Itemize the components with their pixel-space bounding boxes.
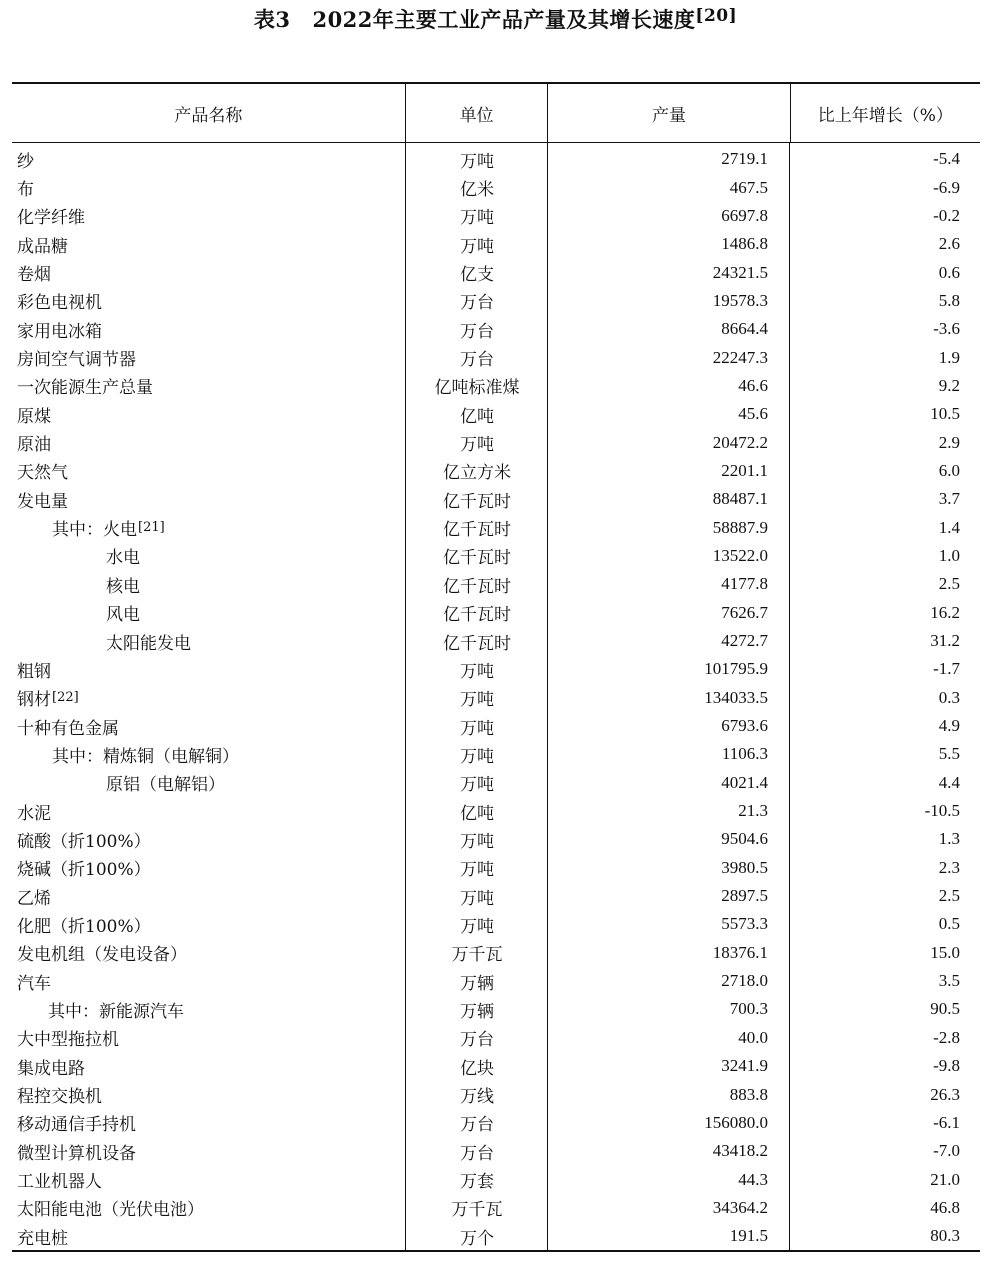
quantity-cell: 8664.4	[721, 319, 768, 339]
table-row	[12, 769, 980, 797]
product-name: 微型计算机设备	[17, 1143, 136, 1164]
growth-cell: 90.5	[930, 999, 960, 1019]
growth-cell: 2.3	[938, 857, 960, 877]
product-name: 十种有色金属	[17, 718, 119, 739]
table-row	[12, 655, 980, 683]
growth-cell: 15.0	[930, 942, 960, 962]
unit-cell: 万吨	[460, 435, 494, 456]
unit-cell: 万台	[460, 1143, 494, 1164]
table-header	[12, 84, 980, 143]
product-name: 粗钢	[17, 661, 51, 682]
unit-cell: 万台	[460, 1115, 494, 1136]
product-name: 天然气	[17, 463, 68, 484]
growth-cell: 2.5	[938, 886, 960, 906]
product-name: 乙烯	[17, 888, 51, 909]
quantity-cell: 46.6	[738, 375, 768, 395]
header-quantity: 产量	[548, 84, 790, 142]
unit-cell: 万个	[460, 1228, 494, 1249]
product-name-cell	[12, 1137, 406, 1165]
growth-cell: 46.8	[930, 1197, 960, 1217]
growth-cell: 4.4	[938, 772, 960, 792]
table-row	[12, 315, 980, 343]
product-name: 硫酸（折100%）	[17, 831, 151, 852]
table-row	[12, 287, 980, 315]
quantity-cell: 40.0	[738, 1027, 768, 1047]
product-name-cell	[12, 627, 406, 655]
table-row	[12, 343, 980, 371]
title-footnote-ref: [20]	[695, 6, 738, 26]
product-name-cell	[12, 1194, 406, 1222]
quantity-cell: 44.3	[738, 1169, 768, 1189]
unit-cell: 万辆	[460, 1001, 494, 1022]
product-name: 核电	[106, 576, 140, 597]
unit-cell: 万吨	[460, 916, 494, 937]
unit-cell: 万套	[460, 1172, 494, 1193]
growth-cell: -0.2	[933, 205, 960, 225]
product-name-cell	[12, 542, 406, 570]
header-product-name: 产品名称	[12, 84, 406, 142]
product-name-cell	[12, 1165, 406, 1193]
quantity-cell: 883.8	[729, 1084, 768, 1104]
growth-cell: -10.5	[924, 801, 960, 821]
quantity-cell: 1486.8	[721, 234, 768, 254]
quantity-cell: 18376.1	[712, 942, 768, 962]
product-name: 太阳能电池（光伏电池）	[17, 1200, 204, 1221]
unit-cell: 万吨	[460, 151, 494, 172]
product-name-cell	[12, 230, 406, 258]
product-name-cell	[12, 1052, 406, 1080]
quantity-cell: 2201.1	[721, 460, 768, 480]
quantity-cell: 3241.9	[721, 1056, 768, 1076]
unit-cell: 亿千瓦时	[443, 520, 511, 541]
product-name-cell	[12, 769, 406, 797]
product-name-cell	[12, 457, 406, 485]
table-row	[12, 967, 980, 995]
growth-cell: 4.9	[938, 716, 960, 736]
product-name-cell	[12, 854, 406, 882]
growth-cell: -1.7	[933, 659, 960, 679]
table-row	[12, 627, 980, 655]
growth-cell: -2.8	[933, 1027, 960, 1047]
growth-cell: -7.0	[933, 1141, 960, 1161]
table-row	[12, 1024, 980, 1052]
unit-cell: 万吨	[460, 236, 494, 257]
unit-cell: 万吨	[460, 860, 494, 881]
growth-cell: 1.4	[938, 517, 960, 537]
product-name-cell	[12, 684, 406, 712]
unit-cell: 万辆	[460, 973, 494, 994]
table-row	[12, 910, 980, 938]
unit-cell: 亿米	[460, 180, 494, 201]
product-name: 钢材	[17, 690, 51, 711]
product-name: 充电桩	[17, 1228, 68, 1249]
product-name: 其中：新能源汽车	[48, 1001, 184, 1022]
product-name-cell	[12, 202, 406, 230]
quantity-cell: 43418.2	[712, 1141, 768, 1161]
product-name: 化学纤维	[17, 208, 85, 229]
growth-cell: 21.0	[930, 1169, 960, 1189]
product-name: 发电机组（发电设备）	[17, 945, 187, 966]
table-title	[0, 4, 991, 34]
table-row	[12, 1165, 980, 1193]
table-row	[12, 372, 980, 400]
growth-cell: 5.5	[938, 744, 960, 764]
quantity-cell: 191.5	[729, 1226, 768, 1246]
table-row	[12, 570, 980, 598]
quantity-cell: 1106.3	[721, 744, 768, 764]
table-number: 表3	[253, 7, 291, 32]
product-name-cell	[12, 315, 406, 343]
growth-cell: 1.9	[938, 347, 960, 367]
growth-cell: 0.6	[938, 262, 960, 282]
product-name: 水电	[106, 548, 140, 569]
table-title-text: 2022年主要工业产品产量及其增长速度	[312, 7, 696, 32]
unit-cell: 亿立方米	[443, 463, 511, 484]
product-name-cell	[12, 967, 406, 995]
table-row	[12, 1109, 980, 1137]
header-unit: 单位	[406, 84, 549, 142]
growth-cell: 16.2	[930, 602, 960, 622]
product-name: 原煤	[17, 406, 51, 427]
growth-cell: 26.3	[930, 1084, 960, 1104]
unit-cell: 亿千瓦时	[443, 491, 511, 512]
product-name-cell	[12, 570, 406, 598]
quantity-cell: 700.3	[729, 999, 768, 1019]
quantity-cell: 101795.9	[704, 659, 768, 679]
table-body	[12, 143, 980, 1250]
quantity-cell: 9504.6	[721, 829, 768, 849]
table-row	[12, 230, 980, 258]
quantity-cell: 4177.8	[721, 574, 768, 594]
unit-cell: 万吨	[460, 888, 494, 909]
unit-cell: 万台	[460, 321, 494, 342]
production-table	[12, 82, 980, 1252]
product-name: 烧碱（折100%）	[17, 860, 151, 881]
table-row	[12, 457, 980, 485]
product-name-cell	[12, 740, 406, 768]
product-name: 卷烟	[17, 265, 51, 286]
footnote-ref: [22]	[52, 690, 79, 706]
growth-cell: 9.2	[938, 375, 960, 395]
unit-cell: 万吨	[460, 690, 494, 711]
quantity-cell: 19578.3	[712, 290, 768, 310]
product-name: 原铝（电解铝）	[106, 775, 225, 796]
product-name-cell	[12, 372, 406, 400]
table-row	[12, 258, 980, 286]
growth-cell: 1.0	[938, 545, 960, 565]
unit-cell: 亿块	[460, 1058, 494, 1079]
growth-cell: 80.3	[930, 1226, 960, 1246]
quantity-cell: 6697.8	[721, 205, 768, 225]
unit-cell: 亿吨	[460, 803, 494, 824]
product-name-cell	[12, 428, 406, 456]
quantity-cell: 156080.0	[704, 1112, 768, 1132]
quantity-cell: 24321.5	[712, 262, 768, 282]
growth-cell: -6.9	[933, 177, 960, 197]
quantity-cell: 4021.4	[721, 772, 768, 792]
unit-cell: 万台	[460, 1030, 494, 1051]
footnote-ref: [21]	[138, 520, 165, 536]
quantity-cell: 3980.5	[721, 857, 768, 877]
table-row	[12, 1194, 980, 1222]
growth-cell: 10.5	[930, 404, 960, 424]
growth-cell: -9.8	[933, 1056, 960, 1076]
product-name-cell	[12, 485, 406, 513]
product-name: 纱	[17, 151, 34, 172]
product-name: 成品糖	[17, 236, 68, 257]
product-name-cell	[12, 1109, 406, 1137]
growth-cell: 2.9	[938, 432, 960, 452]
product-name-cell	[12, 1024, 406, 1052]
product-name: 程控交换机	[17, 1087, 102, 1108]
unit-cell: 亿千瓦时	[443, 633, 511, 654]
quantity-cell: 88487.1	[712, 489, 768, 509]
unit-cell: 万吨	[460, 831, 494, 852]
table-row	[12, 740, 980, 768]
quantity-cell: 7626.7	[721, 602, 768, 622]
growth-cell: 2.6	[938, 234, 960, 254]
product-name: 太阳能发电	[106, 633, 191, 654]
table-row	[12, 684, 980, 712]
product-name-cell	[12, 173, 406, 201]
table-row	[12, 995, 980, 1023]
unit-cell: 万台	[460, 293, 494, 314]
product-name-cell	[12, 287, 406, 315]
table-row	[12, 202, 980, 230]
product-name-cell	[12, 343, 406, 371]
growth-cell: 5.8	[938, 290, 960, 310]
growth-cell: -3.6	[933, 319, 960, 339]
product-name: 其中：精炼铜（电解铜）	[52, 746, 239, 767]
product-name: 化肥（折100%）	[17, 916, 151, 937]
product-name: 集成电路	[17, 1058, 85, 1079]
quantity-cell: 13522.0	[712, 545, 768, 565]
unit-cell: 万吨	[460, 661, 494, 682]
product-name: 大中型拖拉机	[17, 1030, 119, 1051]
growth-cell: 1.3	[938, 829, 960, 849]
quantity-cell: 2897.5	[721, 886, 768, 906]
table-row	[12, 485, 980, 513]
unit-cell: 万千瓦	[451, 1200, 503, 1221]
quantity-cell: 20472.2	[712, 432, 768, 452]
product-name-cell	[12, 513, 406, 541]
product-name: 一次能源生产总量	[17, 378, 153, 399]
growth-cell: 31.2	[930, 631, 960, 651]
quantity-cell: 134033.5	[704, 687, 768, 707]
product-name: 其中：火电	[52, 520, 137, 541]
product-name: 风电	[106, 605, 140, 626]
product-name: 水泥	[17, 803, 51, 824]
table-row	[12, 1137, 980, 1165]
unit-cell: 亿千瓦时	[443, 548, 511, 569]
unit-cell: 万千瓦	[451, 945, 503, 966]
growth-cell: 2.5	[938, 574, 960, 594]
product-name: 工业机器人	[17, 1172, 102, 1193]
product-name: 移动通信手持机	[17, 1115, 136, 1136]
product-name: 彩色电视机	[17, 293, 102, 314]
table-row	[12, 145, 980, 173]
quantity-cell: 5573.3	[721, 914, 768, 934]
growth-cell: 0.5	[938, 914, 960, 934]
quantity-cell: 45.6	[738, 404, 768, 424]
unit-cell: 亿吨标准煤	[434, 378, 520, 399]
product-name-cell	[12, 825, 406, 853]
table-row	[12, 400, 980, 428]
table-row	[12, 882, 980, 910]
table-row	[12, 797, 980, 825]
unit-cell: 万线	[460, 1087, 494, 1108]
quantity-cell: 467.5	[729, 177, 768, 197]
growth-cell: -5.4	[933, 149, 960, 169]
product-name: 汽车	[17, 973, 51, 994]
product-name-cell	[12, 1080, 406, 1108]
product-name: 布	[17, 180, 34, 201]
growth-cell: 3.5	[938, 971, 960, 991]
product-name: 原油	[17, 435, 51, 456]
table-row	[12, 1080, 980, 1108]
table-row	[12, 1052, 980, 1080]
growth-cell: 0.3	[938, 687, 960, 707]
quantity-cell: 58887.9	[712, 517, 768, 537]
growth-cell: 6.0	[938, 460, 960, 480]
table-row	[12, 428, 980, 456]
unit-cell: 亿千瓦时	[443, 576, 511, 597]
quantity-cell: 4272.7	[721, 631, 768, 651]
product-name-cell	[12, 258, 406, 286]
product-name: 发电量	[17, 491, 68, 512]
quantity-cell: 6793.6	[721, 716, 768, 736]
product-name: 家用电冰箱	[17, 321, 102, 342]
product-name-cell	[12, 995, 406, 1023]
table-row	[12, 542, 980, 570]
unit-cell: 亿千瓦时	[443, 605, 511, 626]
unit-cell: 万吨	[460, 775, 494, 796]
header-growth: 比上年增长（%）	[817, 105, 953, 126]
table-row	[12, 854, 980, 882]
product-name-cell	[12, 797, 406, 825]
table-row	[12, 712, 980, 740]
product-name: 房间空气调节器	[17, 350, 136, 371]
quantity-cell: 2719.1	[721, 149, 768, 169]
unit-cell: 万吨	[460, 746, 494, 767]
table-row	[12, 513, 980, 541]
product-name-cell	[12, 882, 406, 910]
product-name-cell	[12, 939, 406, 967]
product-name-cell	[12, 655, 406, 683]
product-name-cell	[12, 1222, 406, 1250]
quantity-cell: 2718.0	[721, 971, 768, 991]
table-row	[12, 939, 980, 967]
unit-cell: 亿吨	[460, 406, 494, 427]
table-row	[12, 825, 980, 853]
product-name-cell	[12, 145, 406, 173]
unit-cell: 万台	[460, 350, 494, 371]
product-name-cell	[12, 400, 406, 428]
unit-cell: 万吨	[460, 208, 494, 229]
product-name-cell	[12, 712, 406, 740]
unit-cell: 亿支	[460, 265, 494, 286]
growth-cell: -6.1	[933, 1112, 960, 1132]
table-row	[12, 1222, 980, 1250]
quantity-cell: 22247.3	[712, 347, 768, 367]
growth-cell: 3.7	[938, 489, 960, 509]
table-row	[12, 173, 980, 201]
quantity-cell: 21.3	[738, 801, 768, 821]
product-name-cell	[12, 599, 406, 627]
product-name-cell	[12, 910, 406, 938]
table-row	[12, 599, 980, 627]
unit-cell: 万吨	[460, 718, 494, 739]
quantity-cell: 34364.2	[712, 1197, 768, 1217]
